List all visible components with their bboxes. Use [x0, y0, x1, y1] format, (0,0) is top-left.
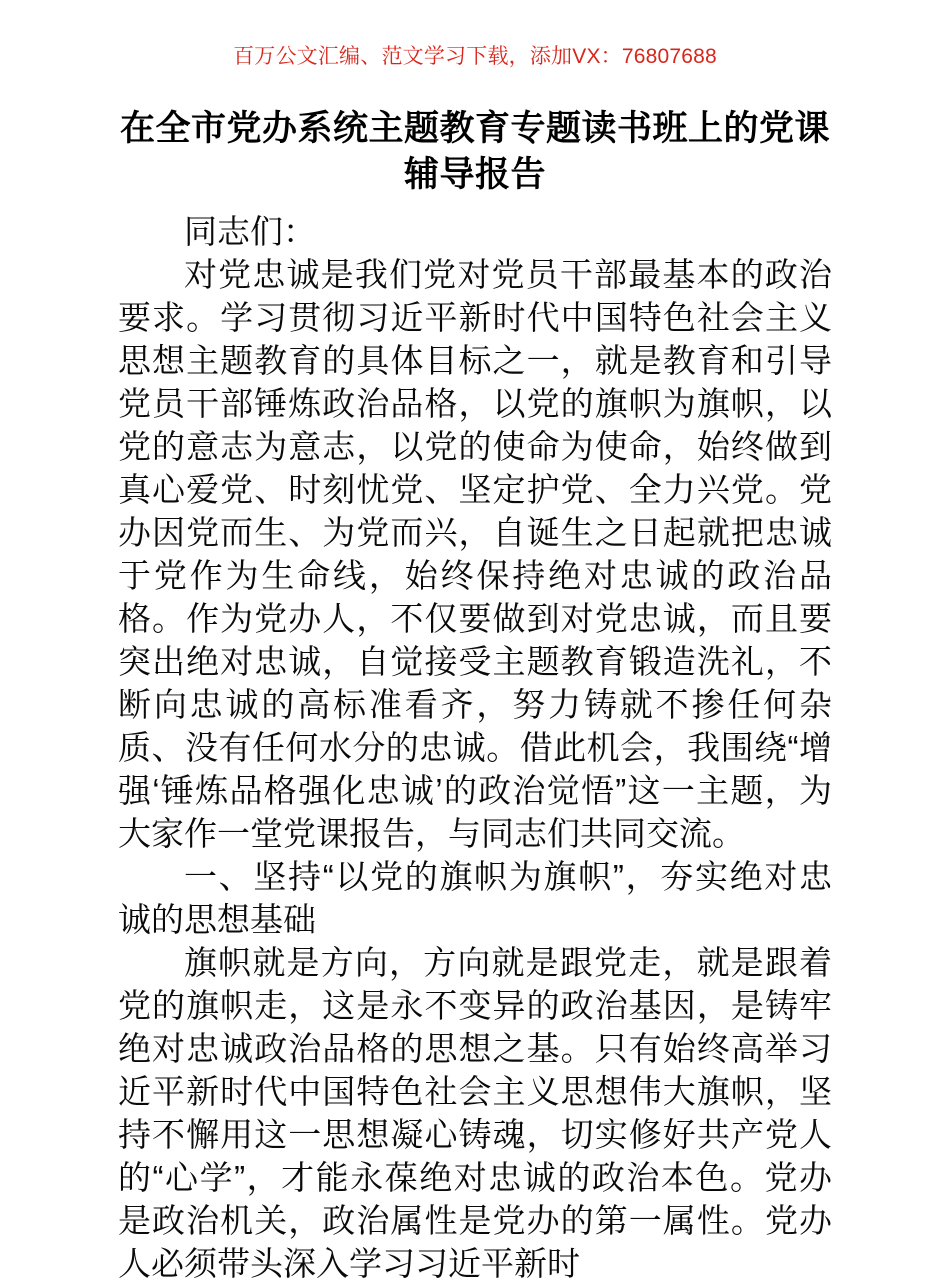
section-heading-1: 一、坚持“以党的旗帜为旗帜”，夯实绝对忠诚的思想基础 — [118, 858, 832, 938]
promo-header-text: 百万公文汇编、范文学习下载，添加VX：76807688 — [233, 45, 717, 68]
body-paragraph-2: 旗帜就是方向，方向就是跟党走，就是跟着党的旗帜走，这是永不变异的政治基因，是铸牢绝对忠诚政治品格的思想之基。只有始终高举习近平新时代中国特色社会主义思想伟大旗帜，坚持不懈用这一思想凝心铸魂，切实修好共产党人的“心学”，才能永葆绝对忠诚的政治本色。党办是政治机关，政治属性是党办的第一属性。党办人必须带头深入学习习近平新时 — [118, 944, 832, 1282]
document-body — [118, 106, 832, 1285]
salutation-line: 同志们： — [184, 213, 316, 250]
document-title: 在全市党办系统主题教育专题读书班上的党课辅导报告 — [119, 109, 830, 194]
body-paragraph-1: 对党忠诚是我们党对党员干部最基本的政治要求。学习贯彻习近平新时代中国特色社会主义思想主题教育的具体目标之一，就是教育和引导党员干部锤炼政治品格，以党的旗帜为旗帜，以党的意志为意志，以党的使命为使命，始终做到真心爱党、时刻忧党、坚定护党、全力兴党。党办因党而生、为党而兴，自诞生之日起就把忠诚于党作为生命线，始终保持绝对忠诚的政治品格。作为党办人，不仅要做到对党忠诚，而且要突出绝对忠诚，自觉接受主题教育锻造洗礼，不断向忠诚的高标准看齐，努力铸就不掺任何杂质、没有任何水分的忠诚。借此机会，我围绕“增强‘锤炼品格强化忠诚’的政治觉悟”这一主题，为大家作一堂党课报告，与同志们共同交流。 — [118, 256, 832, 852]
